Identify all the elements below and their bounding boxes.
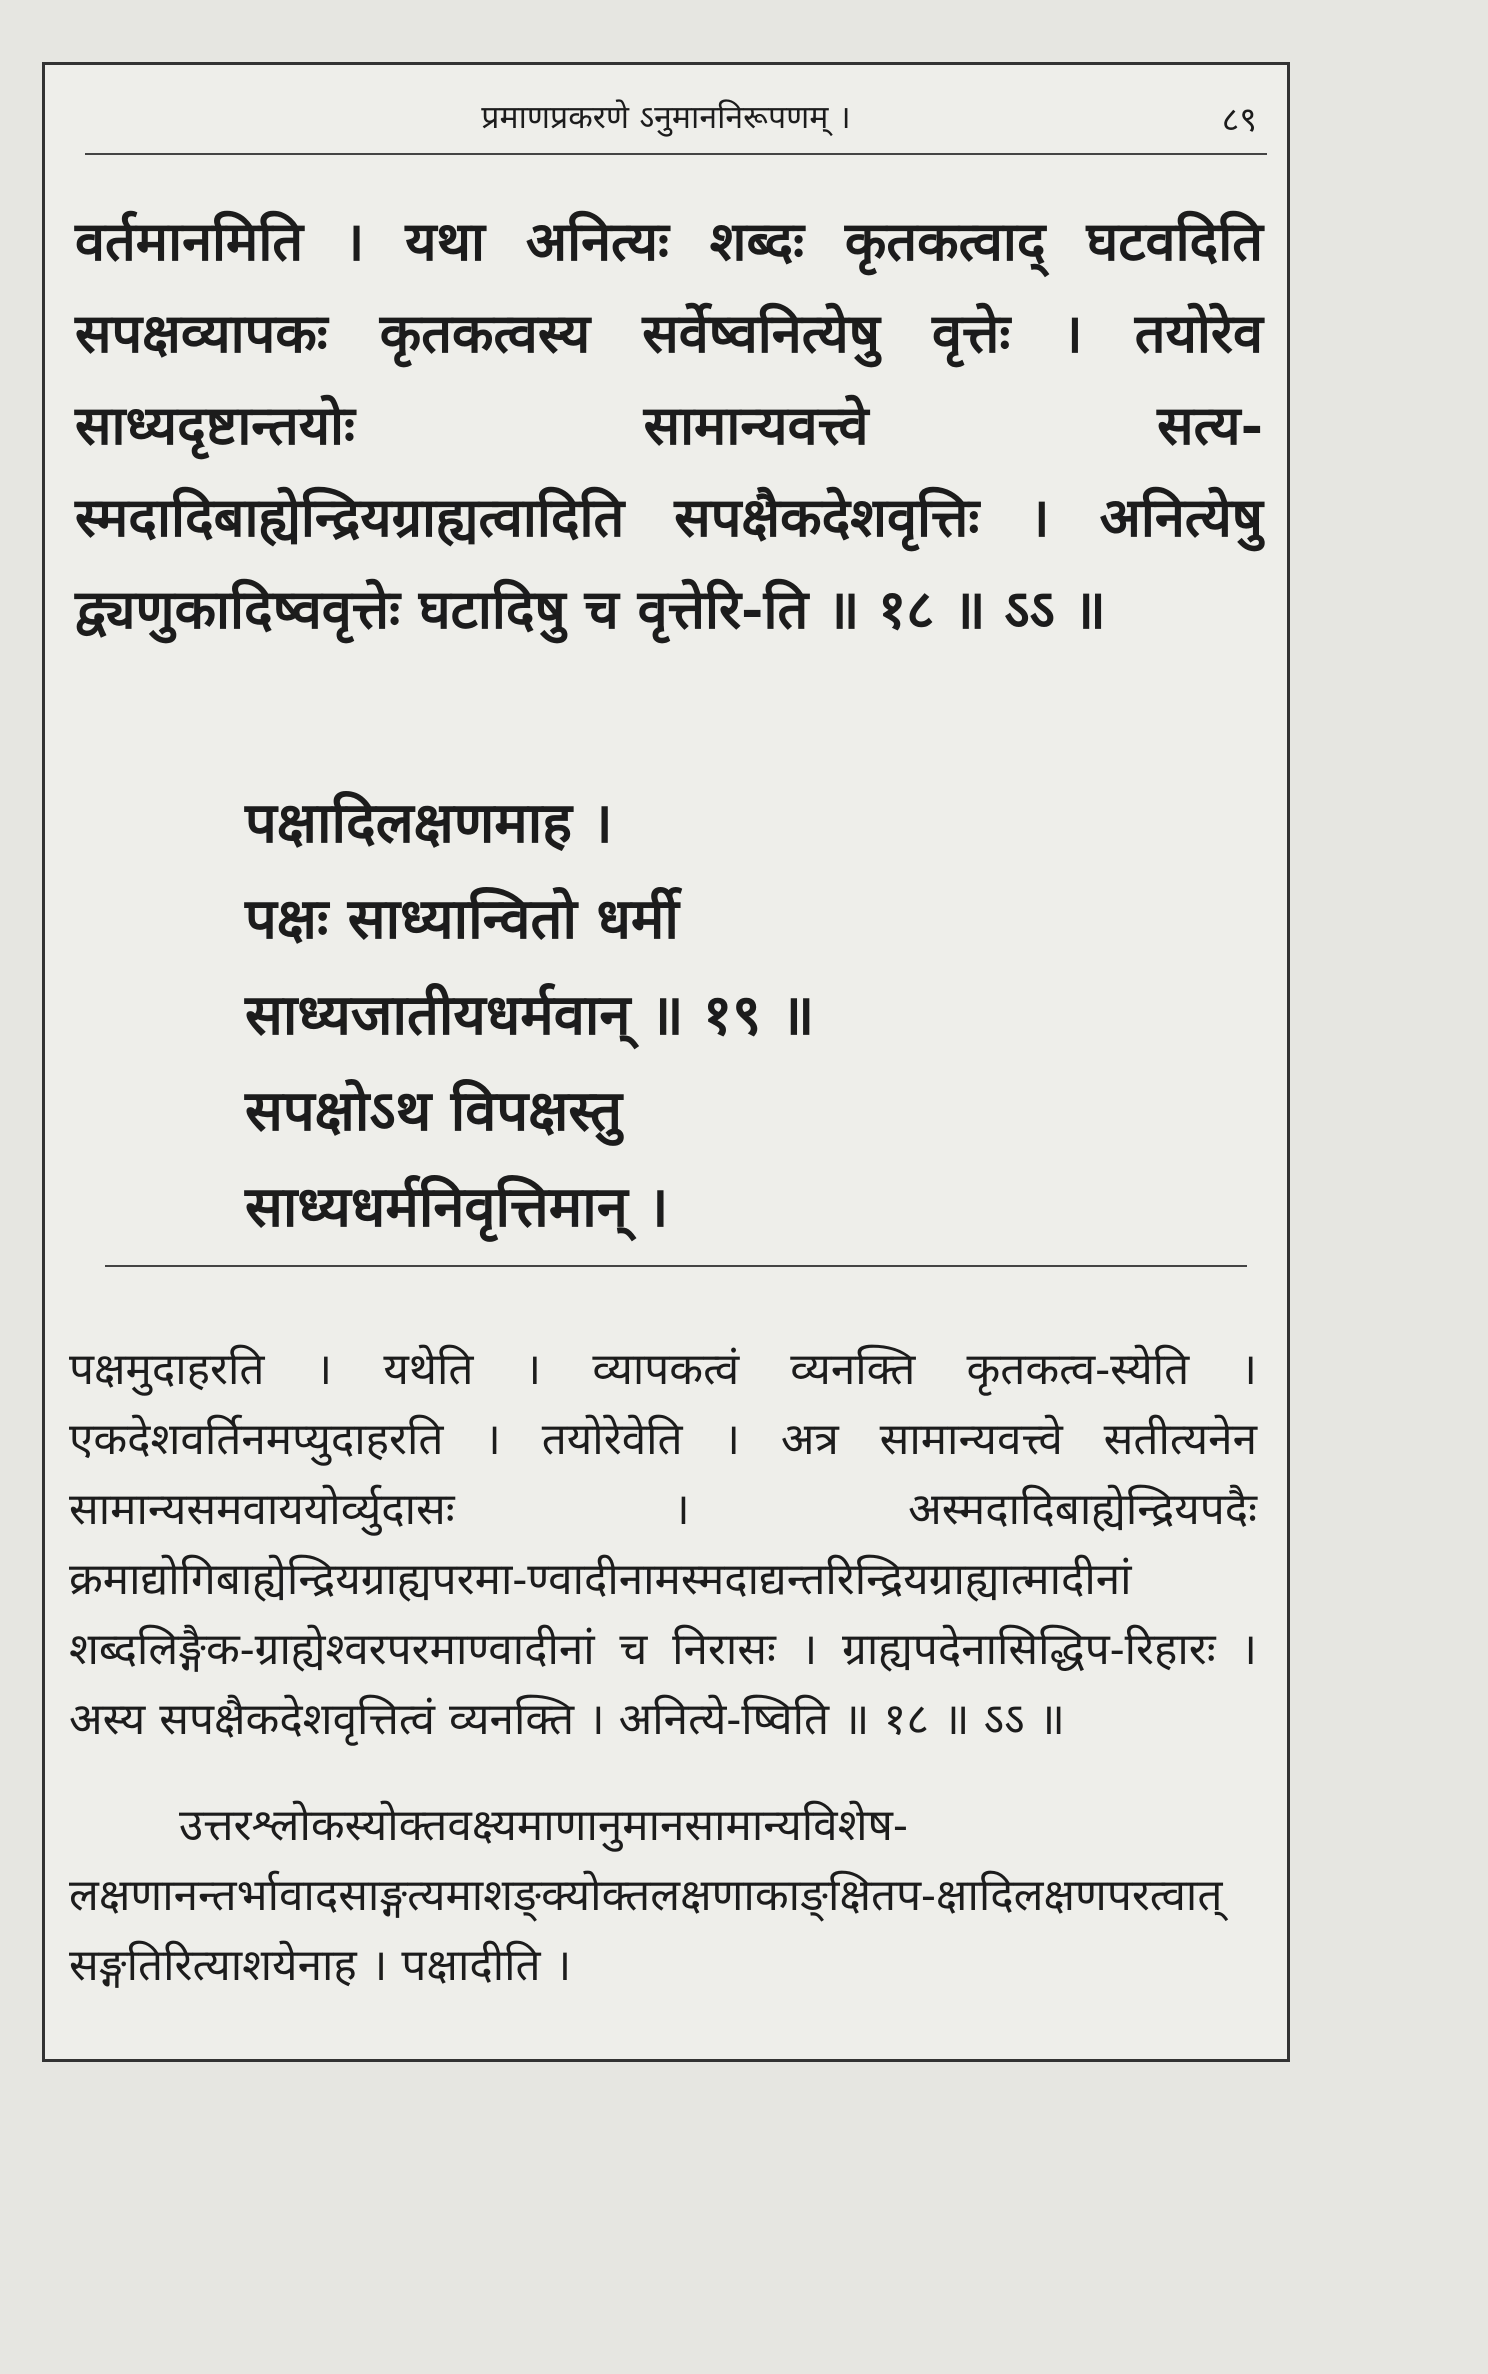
- commentary-block: [69, 1335, 1257, 2011]
- running-header: [45, 85, 1287, 149]
- commentary-paragraph: उत्तरश्लोकस्योक्तवक्ष्यमाणानुमानसामान्यविशेष-लक्षणानन्तर्भावादसाङ्गत्यमाशङ्क्योक्तलक्षणाकाङ्क्षितप-क्षादिलक्षणपरत्वात् सङ्गतिरित्याशयेनाह । पक्षादीति ।: [69, 1800, 1223, 1991]
- verse-line: साध्यधर्मनिवृत्तिमान् ।: [245, 1174, 669, 1240]
- commentary-rule: [105, 1265, 1247, 1267]
- running-title: प्रमाणप्रकरणे ऽनुमाननिरूपणम् ।: [481, 98, 851, 136]
- verse-block: [245, 775, 1257, 1255]
- page-frame: [42, 62, 1290, 2062]
- verse-line: साध्यजातीयधर्मवान् ॥ १९ ॥: [245, 982, 815, 1048]
- verse-line: सपक्षोऽथ विपक्षस्तु: [245, 1078, 623, 1144]
- verse-intro: पक्षादिलक्षणमाह ।: [245, 790, 613, 856]
- main-text-block: [75, 195, 1263, 655]
- main-text: वर्तमानमिति । यथा अनित्यः शब्दः कृतकत्वाद् घटवदिति सपक्षव्यापकः कृतकत्वस्य सर्वेष्वनित्येषु वृत्तेः । तयोरेव साध्यदृष्टान्तयोः सामान्यवत्त्वे सत्य-स्मदादिबाह्येन्द्रियग्राह्यत्वादिति सपक्षैकदेशवृत्तिः । अनित्येषु द्व्यणुकादिष्ववृत्तेः घटादिषु च वृत्तेरि-ति ॥ १८ ॥ ऽऽ ॥: [75, 209, 1263, 641]
- commentary-paragraph: पक्षमुदाहरति । यथेति । व्यापकत्वं व्यनक्ति कृतकत्व-स्येति । एकदेशवर्तिनमप्युदाहरति । तयोरेवेति । अत्र सामान्यवत्त्वे सतीत्यनेन सामान्यसमवाययोर्व्युदासः । अस्मदादिबाह्येन्द्रियपदैः क्रमाद्योगिबाह्येन्द्रियग्राह्यपरमा-ण्वादीनामस्मदाद्यन्तरिन्द्रियग्राह्यात्मादीनां शब्दलिङ्गैक-ग्राह्येश्वरपरमाण्वादीनां च निरासः । ग्राह्यपदेनासिद्धिप-रिहारः । अस्य सपक्षैकदेशवृत्तित्वं व्यनक्ति । अनित्ये-ष्विति ॥ १८ ॥ ऽऽ ॥: [69, 1344, 1257, 1745]
- page-number: ८९: [1221, 100, 1257, 140]
- header-rule: [85, 153, 1267, 155]
- verse-line: पक्षः साध्यान्वितो धर्मी: [245, 886, 679, 952]
